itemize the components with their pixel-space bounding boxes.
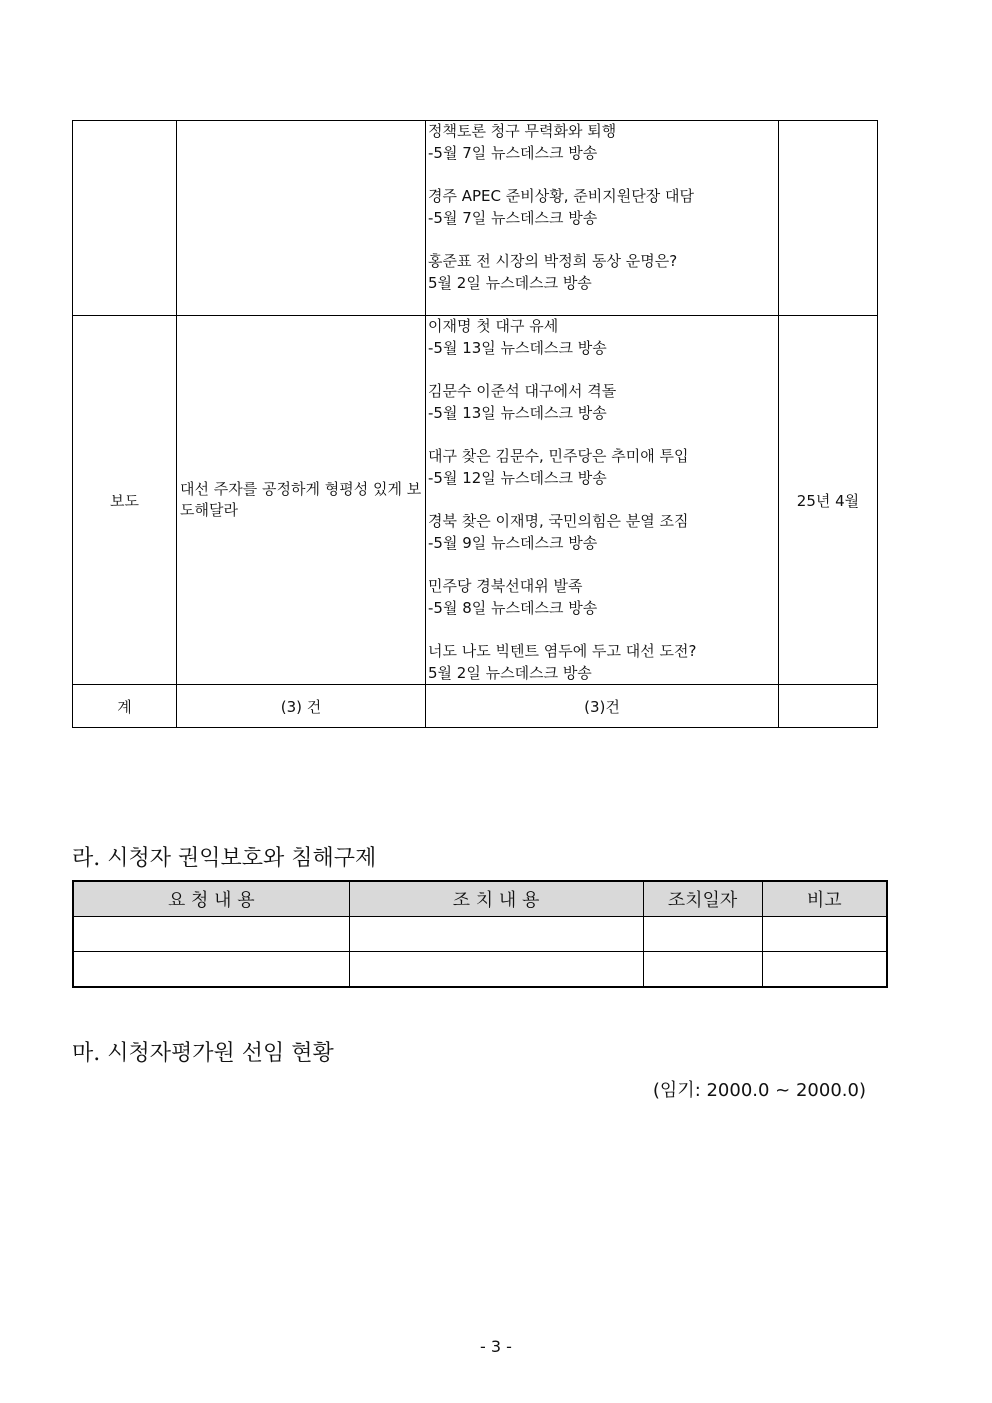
category-cell [73, 121, 177, 316]
entry-title: 경북 찾은 이재명, 국민의힘은 분열 조짐 [428, 512, 689, 530]
entry-title: 홍준표 전 시장의 박정희 동상 운명은? [428, 252, 678, 270]
table-cell [643, 952, 762, 988]
section-title-ra: 라. 시청자 권익보호와 침해구제 [72, 846, 377, 871]
section-title-ma: 마. 시청자평가원 선임 현황 [72, 1041, 334, 1066]
request-cell: 대선 주자를 공정하게 형평성 있게 보도해달라 [177, 316, 426, 685]
entry-title: 정책토론 청구 무력화와 퇴행 [428, 122, 617, 140]
entry-broadcast: -5월 9일 뉴스데스크 방송 [428, 533, 598, 552]
date-cell [779, 121, 878, 316]
table-cell [762, 917, 887, 952]
table-cell [73, 917, 349, 952]
table-row [73, 316, 878, 685]
action-cell [426, 316, 779, 685]
entry-title: 경주 APEC 준비상황, 준비지원단장 대담 [428, 187, 694, 205]
header-request: 요 청 내 용 [73, 881, 349, 917]
list-item [428, 511, 778, 554]
entry-title: 너도 나도 빅텐트 염두에 두고 대선 도전? [428, 642, 697, 660]
page-number: - 3 - [480, 1337, 512, 1356]
table-row [73, 121, 878, 316]
entry-broadcast: 5월 2일 뉴스데스크 방송 [428, 663, 592, 682]
entry-title: 이재명 첫 대구 유세 [428, 317, 559, 335]
entry-broadcast: -5월 13일 뉴스데스크 방송 [428, 338, 607, 357]
entry-broadcast: 5월 2일 뉴스데스크 방송 [428, 273, 592, 292]
list-item [428, 316, 778, 359]
entry-broadcast: -5월 7일 뉴스데스크 방송 [428, 208, 598, 227]
total-note [779, 685, 878, 728]
broadcast-request-table [72, 120, 878, 728]
list-item [428, 641, 778, 684]
table-cell [349, 952, 643, 988]
table-cell [762, 952, 887, 988]
header-note: 비고 [762, 881, 887, 917]
entry-title: 대구 찾은 김문수, 민주당은 추미애 투입 [428, 447, 689, 465]
entry-broadcast: -5월 7일 뉴스데스크 방송 [428, 143, 598, 162]
rights-protection-table [72, 880, 888, 988]
table-header-row [73, 881, 887, 917]
header-action: 조 치 내 용 [349, 881, 643, 917]
date-cell: 25년 4월 [779, 316, 878, 685]
total-row [73, 685, 878, 728]
entry-broadcast: -5월 13일 뉴스데스크 방송 [428, 403, 607, 422]
entry-title: 김문수 이준석 대구에서 격돌 [428, 382, 617, 400]
request-cell [177, 121, 426, 316]
table-row [73, 952, 887, 988]
list-item [428, 186, 778, 229]
entry-broadcast: -5월 12일 뉴스데스크 방송 [428, 468, 607, 487]
category-cell: 보도 [73, 316, 177, 685]
list-item [428, 121, 778, 164]
header-date: 조치일자 [643, 881, 762, 917]
table-cell [349, 917, 643, 952]
total-requests: (3) 건 [177, 685, 426, 728]
term-period: (임기: 2000.0 ~ 2000.0) [652, 1080, 866, 1101]
list-item [428, 446, 778, 489]
total-label: 계 [73, 685, 177, 728]
list-item [428, 251, 778, 294]
action-cell [426, 121, 779, 316]
total-actions: (3)건 [426, 685, 779, 728]
list-item [428, 576, 778, 619]
list-item [428, 381, 778, 424]
entry-broadcast: -5월 8일 뉴스데스크 방송 [428, 598, 598, 617]
table-cell [643, 917, 762, 952]
entry-title: 민주당 경북선대위 발족 [428, 577, 583, 595]
table-cell [73, 952, 349, 988]
table-row [73, 917, 887, 952]
